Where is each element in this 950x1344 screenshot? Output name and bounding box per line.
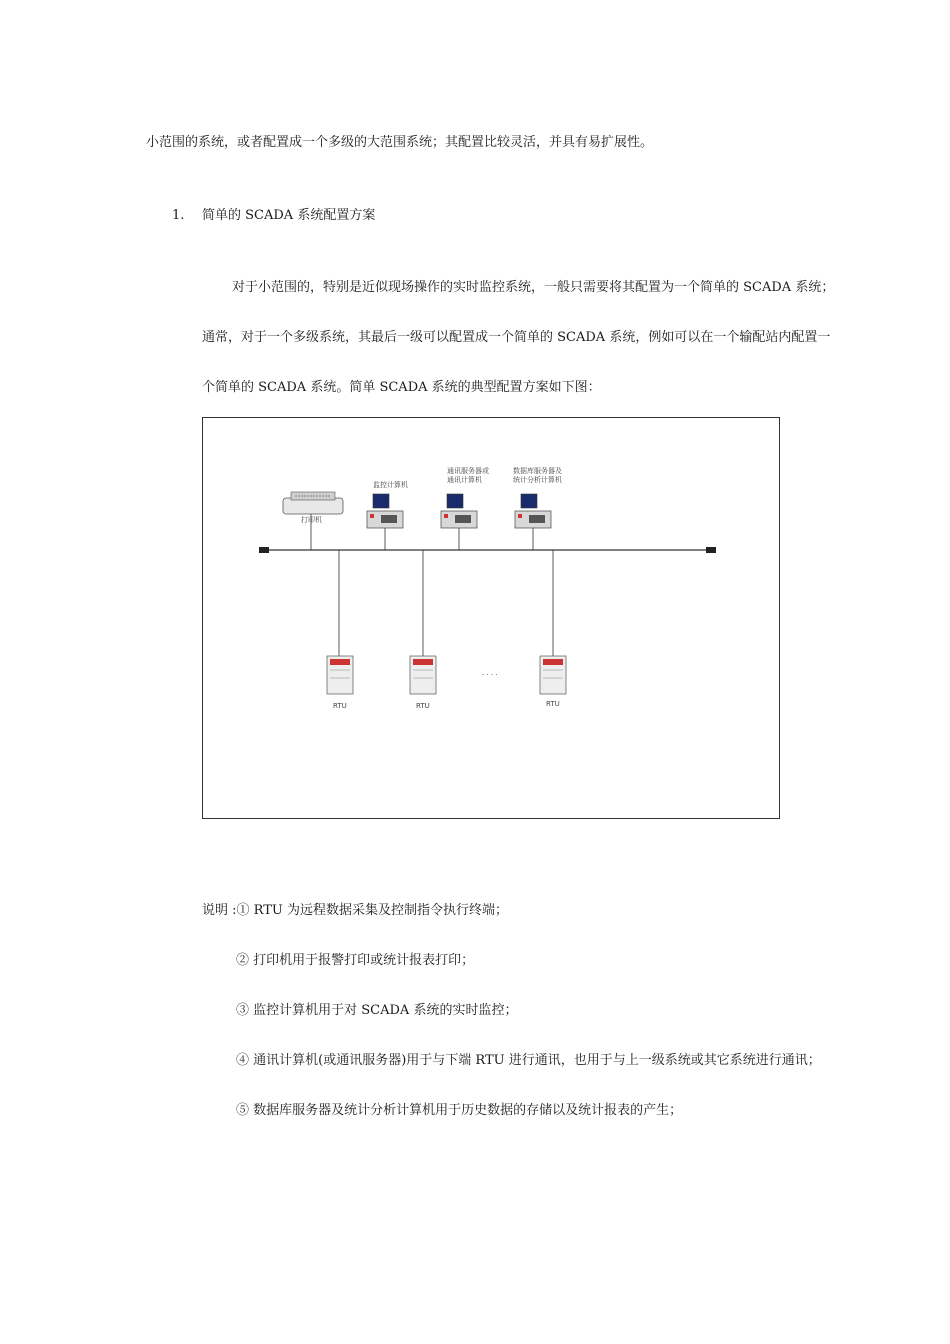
rtu-ellipsis: · · · · <box>482 671 498 679</box>
section-heading <box>172 207 375 225</box>
heading-number: 1. <box>172 208 185 223</box>
scada-diagram <box>202 417 780 819</box>
comm-computer-label-2: 通讯计算机 <box>447 476 482 484</box>
comm-computer-icon <box>441 494 477 550</box>
note-monitor: ③ 监控计算机用于对 SCADA 系统的实时监控； <box>236 1003 518 1018</box>
note-printer: ② 打印机用于报警打印或统计报表打印； <box>236 953 475 968</box>
paragraph-line-1: 对于小范围的，特别是近似现场操作的实时监控系统，一般只需要将其配置为一个简单的 SCADA 系统； <box>232 280 835 295</box>
db-server-label-2: 统计分析计算机 <box>513 476 562 484</box>
rtu-icon <box>327 656 353 694</box>
heading-text: 简单的 SCADA 系统配置方案 <box>202 208 376 223</box>
rtu-icon <box>410 656 436 694</box>
database-server-icon <box>515 494 551 550</box>
monitor-computer-icon <box>367 494 403 550</box>
db-server-label-1: 数据库服务器及 <box>513 467 562 475</box>
printer-label: 打印机 <box>301 516 322 524</box>
bus-terminator-right <box>706 547 716 553</box>
intro-line: 小范围的系统，或者配置成一个多级的大范围系统；其配置比较灵活，并具有易扩展性。 <box>146 135 654 150</box>
paragraph-line-3: 个简单的 SCADA 系统。简单 SCADA 系统的典型配置方案如下图： <box>202 380 601 395</box>
rtu1-label: RTU <box>333 702 347 710</box>
note-database: ⑤ 数据库服务器及统计分析计算机用于历史数据的存储以及统计报表的产生； <box>236 1103 683 1118</box>
bus-terminator-left <box>259 547 269 553</box>
rtu-icon <box>540 656 566 694</box>
rtu3-label: RTU <box>546 700 560 708</box>
paragraph-line-2: 通常，对于一个多级系统，其最后一级可以配置成一个简单的 SCADA 系统，例如可以在一个输配站内配置一 <box>202 330 831 345</box>
diagram-canvas <box>203 418 781 820</box>
monitor-computer-label: 监控计算机 <box>373 481 408 489</box>
note-comm: ④ 通讯计算机(或通讯服务器)用于与下端 RTU 进行通讯，也用于与上一级系统或其它系统进行通讯； <box>236 1053 821 1068</box>
note-rtu: 说明 :① RTU 为远程数据采集及控制指令执行终端； <box>202 903 508 918</box>
comm-computer-label-1: 通讯服务器或 <box>447 467 489 475</box>
rtu2-label: RTU <box>416 702 430 710</box>
